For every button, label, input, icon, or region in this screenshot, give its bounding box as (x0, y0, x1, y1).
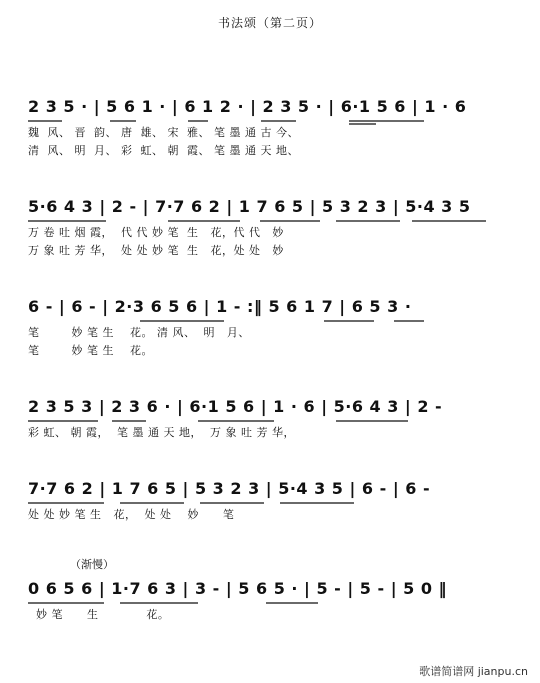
notation-line-6: 0 6 5 6 | 1·7 6 3 | 3 - | 5 6 5 · | 5 - | 5 - | 5 0 ‖ (28, 579, 448, 598)
lyric-line-6: 妙 笔 生 花。 (28, 608, 170, 621)
lyric-line-4: 彩 虹、 朝 霞， 笔 墨 通 天 地， 万 象 吐 芳 华， (28, 426, 295, 439)
lyric-verse-1-line-2: 万 卷 吐 烟 霞， 代 代 妙 笔 生 花，代 代 妙 (28, 226, 284, 239)
notation-line-2: 5·6 4 3 | 2 - | 7·7 6 2 | 1 7 6 5 | 5 3 2 3 | 5·4 3 5 (28, 197, 471, 216)
page-title: 书法颂（第二页） (217, 16, 322, 30)
lyric-verse-1-line-3: 笔 妙 笔 生 花。 清 风、 明 月、 (28, 326, 250, 339)
notation-line-1: 2 3 5 · | 5 6 1 · | 6 1 2 · | 2 3 5 · | 6·1 5 6 | 1 · 6 (28, 97, 467, 116)
lyric-verse-2-line-2: 万 象 吐 芳 华， 处 处 妙 笔 生 花，处 处 妙 (28, 244, 284, 257)
notation-line-5: 7·7 6 2 | 1 7 6 5 | 5 3 2 3 | 5·4 3 5 | 6 - | 6 - (28, 479, 431, 498)
lyric-verse-2-line-3: 笔 妙 笔 生 花。 (28, 344, 153, 357)
watermark-footer: 歌谱简谱网 jianpu.cn (419, 665, 528, 678)
notation-line-3: 6 - | 6 - | 2·3 6 5 6 | 1 - :‖ 5 6 1 7 | 6 5 3 · (28, 297, 412, 316)
lyric-verse-2-line-1: 清 风、 明 月、 彩 虹、 朝 霞、 笔 墨 通 天 地、 (28, 144, 299, 157)
lyric-line-5: 处 处 妙 笔 生 花， 处 处 妙 笔 (28, 508, 235, 521)
lyric-verse-1-line-1: 魏 风、 晋 韵、 唐 雄、 宋 雅、 笔 墨 通 古 今、 (28, 126, 299, 139)
tempo-marking: （渐慢） (70, 558, 114, 571)
notation-line-4: 2 3 5 3 | 2 3 6 · | 6·1 5 6 | 1 · 6 | 5·6 4 3 | 2 - (28, 397, 443, 416)
